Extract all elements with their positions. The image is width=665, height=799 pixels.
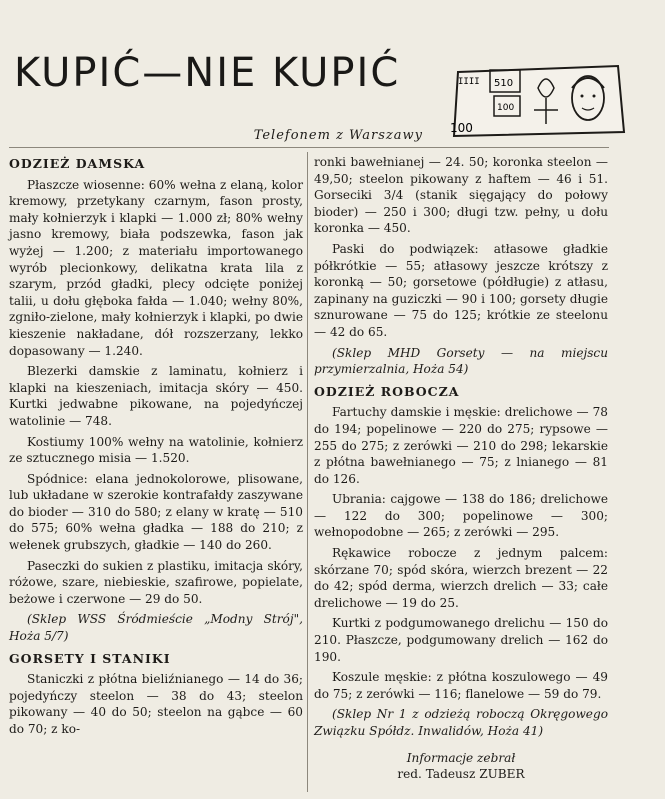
byline: Telefonem z Warszawy [253,128,423,143]
page-title: KUPIĆ—NIE KUPIĆ [14,50,401,96]
tally-mark: IIII [458,77,480,87]
paragraph-rekawice: Rękawice robocze z jednym palcem: skórzane 70; spód skóra, wierzch brezent — 22 do 42; spód derma, wierzch drelich — 33; całe drelichowe — 19 do 25. [314,546,608,610]
column-divider [307,152,308,792]
paragraph-ubrania: Ubrania: cajgowe — 138 do 186; drelichowe — 122 do 300; popelinowe — 300; wełnopodobne — 265; z zerówki — 295. [314,492,608,540]
right-column [314,154,608,783]
left-column [9,152,303,742]
paragraph-paseczki: Paseczki do sukien z plastiku, imitacja skóry, różowe, szare, niebieskie, szafirowe, popielate, beżowe i czerwone — 29 do 50. [9,558,303,606]
paragraph-plaszcze: Płaszcze wiosenne: 60% wełna z elaną, kolor kremowy, przetykany czarnym, fason prosty, mały kołnierzyk i klapki — 1.000 zł; 80% wełny jasno kremowy, biała podszewka, fason jak wyżej — 1.200; z materiału importowanego wyrób plecionkowy, delikatna krata lila z szarym, przód gładki, plecy odcięte poniżej talii, u dołu głęboka fałda — 1.040; wełny 80%, zgniło-zielone, mały kołnierzyk i klapki, po dwie kieszenie nakładane, dół rozszerzany, lekko dopasowany — 1.240. [9,177,303,358]
source-note-mhd: (Sklep MHD Gorsety — na miejscu przymierzalnia, Hoża 54) [314,345,608,377]
tag-label: 100 [450,121,473,135]
paragraph-koszule: Koszule męskie: z płótna koszulowego — 49 do 75; z zerówki — 116; flanelowe — 59 do 79. [314,670,608,701]
section-heading-odziez-robocza: ODZIEŻ ROBOCZA [314,383,460,399]
paragraph-kostiumy: Kostiumy 100% wełny na watolinie, kołnierz ze sztucznego misia — 1.520. [9,434,303,466]
paragraph-paski: Paski do podwiązek: atłasowe gładkie półkrótkie — 55; atłasowy jeszcze krótszy z koronką — 50; gorsetowe (półdługie) z atłasu, zapinany na guziczki — 90 i 100; gorsety długie sznurowane — 75 do 125; krótkie ze steelonu — 42 do 65. [314,241,608,339]
source-note-sklep-nr1: (Sklep Nr 1 z odzieżą roboczą Okręgowego Związku Spółdz. Inwalidów, Hoża 41) [314,707,608,738]
credits [314,750,608,783]
paragraph-kurtki: Kurtki z podgumowanego drelichu — 150 do 210. Płaszcze, podgumowany drelich — 162 do 190. [314,616,608,664]
paragraph-fartuchy: Fartuchy damskie i męskie: drelichowe — 78 do 194; popelinowe — 220 do 275; rypsowe — 255 do 275; z zerówki — 210 do 298; lekarskie z płótna bawełnianego — 75; z lnianego — 81 do 126. [314,405,608,486]
credit-prefix: red. [397,767,422,782]
credit-line-1: Informacje zebrał [406,750,516,765]
paragraph-staniczki: Staniczki z płótna bieliźnianego — 14 do 36; pojedyńczy steelon — 38 do 43; steelon pikowany — 40 do 50; steelon na gąbce — 60 do 70; z ko- [9,672,303,736]
stamp-label-1: 510 [494,78,514,89]
source-note-wss: (Sklep WSS Śródmieście „Modny Strój", Hoża 5/7) [9,612,303,644]
paragraph-spodnice: Spódnice: elana jednokolorowe, plisowane, lub układane w szerokie kontrafałdy zaszywane do bioder — 310 do 580; z elany w kratę — 510 do 575; 60% wełna gładka — 188 do 210; z wełenek grubszych, gładkie — 140 do 260. [9,471,303,553]
stamp-label-2: 100 [497,103,515,113]
shopping-tag-cartoon-icon [448,58,628,138]
section-heading-odziez-damska: ODZIEŻ DAMSKA [9,156,146,171]
paragraph-continuation: ronki bawełnianej — 24. 50; koronka steelon — 49,50; steelon pikowany z haftem — 46 i 51. Gorseciki 3/4 (stanik sięgający do połowy bioder) — 250 i 300; długi tzw. pełny, u dołu koronka — 450. [314,155,608,236]
paragraph-blezerki: Blezerki damskie z laminatu, kołnierz i klapki na kieszeniach, imitacja skóry — 450. Kurtki jedwabne pikowane, na pojedyńczej watolinie — 748. [9,364,303,428]
credit-line-2 [314,766,608,783]
section-heading-gorsety: GORSETY I STANIKI [9,650,171,666]
header-divider [9,147,609,148]
author-name: Tadeusz ZUBER [425,767,525,782]
